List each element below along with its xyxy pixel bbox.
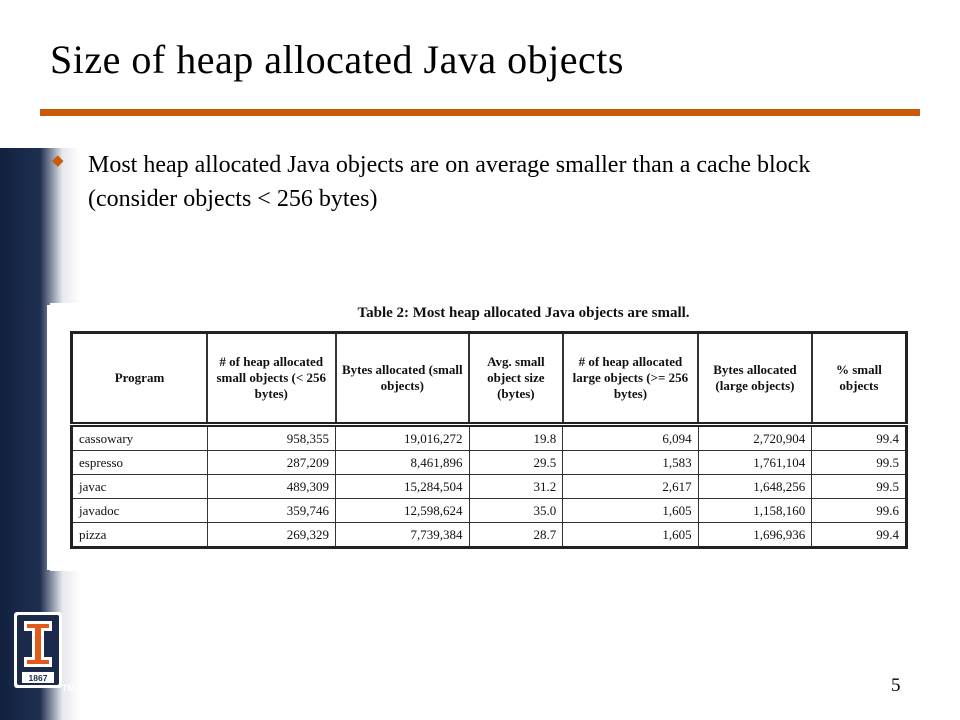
table-cell: 1,696,936: [698, 523, 812, 548]
table-cell: 28.7: [469, 523, 563, 548]
table-cell: 7,739,384: [336, 523, 470, 548]
table-cell: 489,309: [207, 475, 336, 499]
table-cell: 2,617: [563, 475, 698, 499]
program-cell: javac: [72, 475, 208, 499]
table-cell: 35.0: [469, 499, 563, 523]
title-underline: [40, 109, 920, 116]
table-cell: 958,355: [207, 425, 336, 451]
table-cell: 19.8: [469, 425, 563, 451]
column-header: % small objects: [812, 333, 907, 425]
program-cell: cassowary: [72, 425, 208, 451]
table-row: [72, 523, 907, 548]
table-cell: 1,158,160: [698, 499, 812, 523]
logo-year: 1867: [28, 673, 48, 683]
table-cell: 287,209: [207, 451, 336, 475]
column-header: # of heap allocated large objects (>= 256 bytes): [563, 333, 698, 425]
table-cell: 6,094: [563, 425, 698, 451]
column-header: Program: [72, 333, 208, 425]
table-row: [72, 451, 907, 475]
table-figure: [50, 303, 917, 571]
table-row: [72, 499, 907, 523]
page-number: 5: [891, 675, 901, 696]
program-cell: pizza: [72, 523, 208, 548]
table-cell: 269,329: [207, 523, 336, 548]
data-table: [70, 331, 908, 549]
table-cell: 19,016,272: [336, 425, 470, 451]
table-row: [72, 425, 907, 451]
column-header: Bytes allocated (small objects): [336, 333, 470, 425]
slide-title: Size of heap allocated Java objects: [50, 37, 624, 82]
table-cell: 1,583: [563, 451, 698, 475]
table-cell: 359,746: [207, 499, 336, 523]
table-cell: 99.4: [812, 523, 907, 548]
diamond-bullet-icon: ◆: [52, 153, 64, 169]
table-cell: 99.5: [812, 475, 907, 499]
table-cell: 8,461,896: [336, 451, 470, 475]
column-header: Bytes allocated (large objects): [698, 333, 812, 425]
bullet-text: Most heap allocated Java objects are on average smaller than a cache block (consider objects < 256 bytes): [88, 152, 811, 212]
column-header: Avg. small object size (bytes): [469, 333, 563, 425]
table-cell: 99.6: [812, 499, 907, 523]
table-cell: 1,761,104: [698, 451, 812, 475]
program-cell: espresso: [72, 451, 208, 475]
table-cell: 99.4: [812, 425, 907, 451]
program-cell: javadoc: [72, 499, 208, 523]
table-cell: 1,605: [563, 523, 698, 548]
trademark-mark: TM: [62, 683, 75, 693]
table-cell: 1,648,256: [698, 475, 812, 499]
table-caption: Table 2: Most heap allocated Java objects are small.: [357, 305, 690, 321]
table-cell: 29.5: [469, 451, 563, 475]
table-row: [72, 475, 907, 499]
university-block-i-logo: [14, 612, 62, 688]
table-cell: 12,598,624: [336, 499, 470, 523]
header-row: [72, 333, 907, 425]
table-cell: 15,284,504: [336, 475, 470, 499]
table-cell: 31.2: [469, 475, 563, 499]
table-cell: 1,605: [563, 499, 698, 523]
column-header: # of heap allocated small objects (< 256 bytes): [207, 333, 336, 425]
table-cell: 2,720,904: [698, 425, 812, 451]
table-cell: 99.5: [812, 451, 907, 475]
